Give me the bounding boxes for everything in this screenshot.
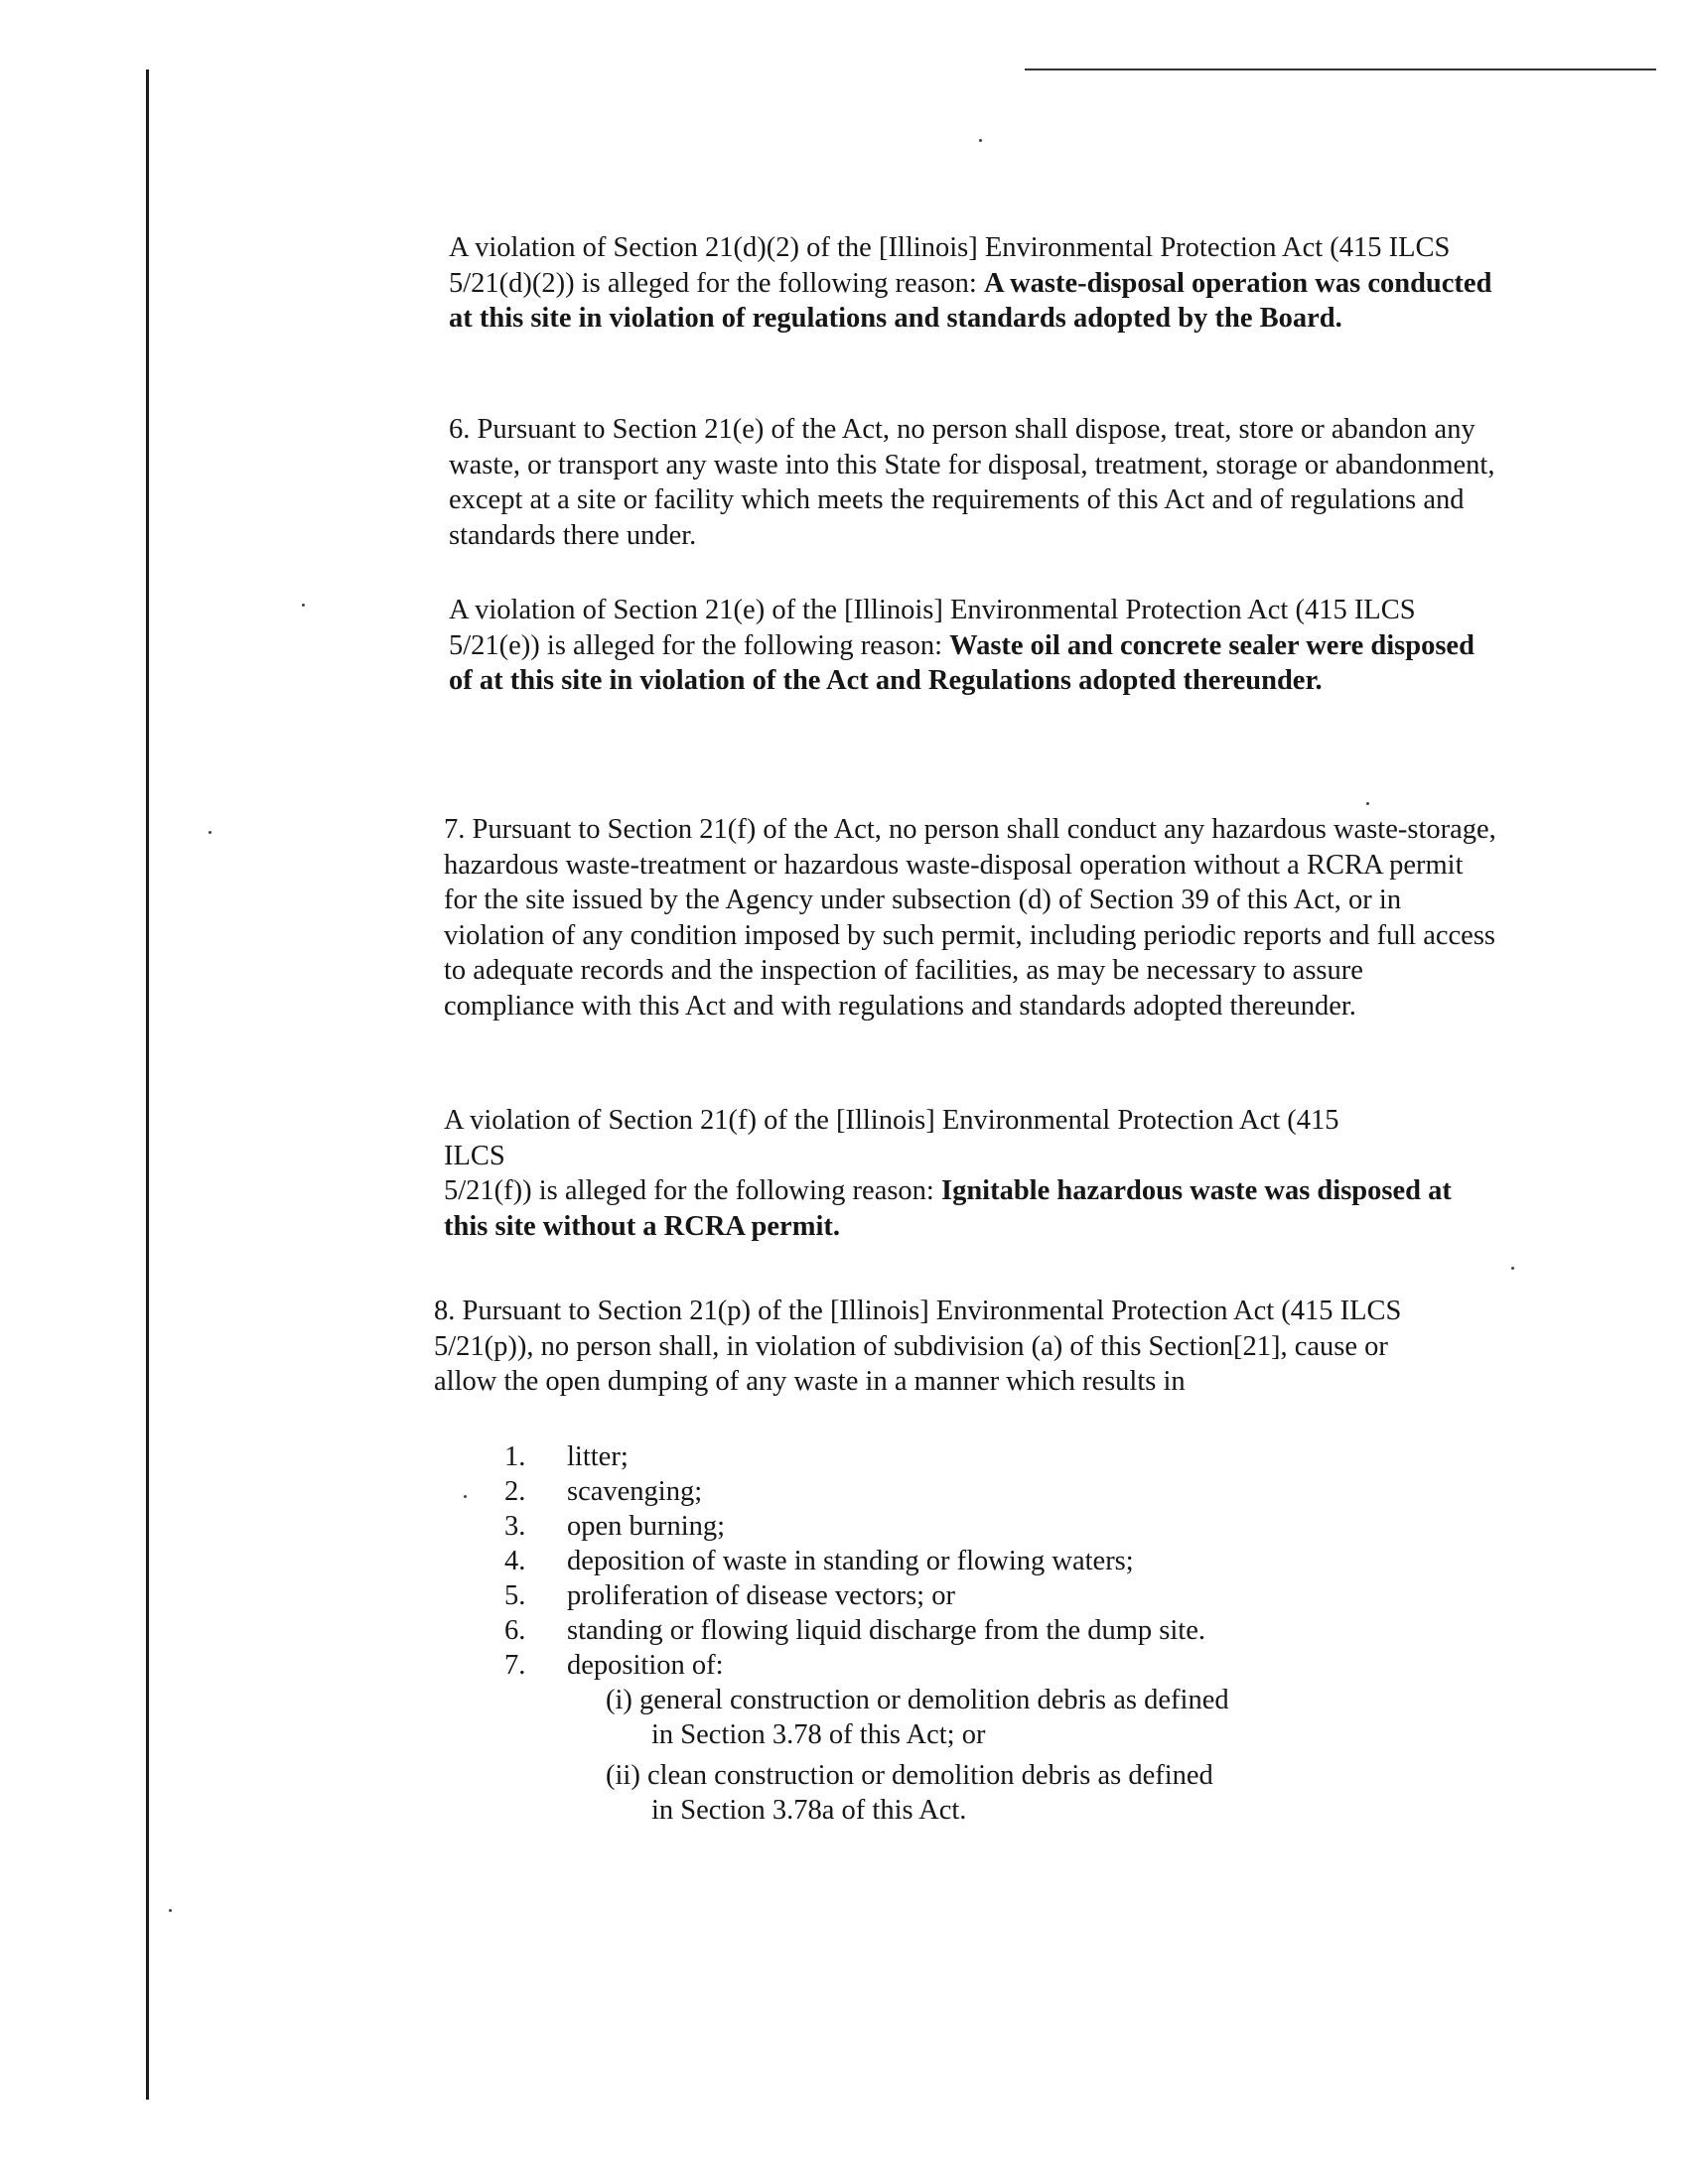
paragraph-section-21f [444,812,1496,1024]
paragraph-text: A violation of Section 21(d)(2) of the [Illinois] Environmental Protection Act (415 ILCS 5/21(d)(2)) is alleged for the following reason: [449,232,1451,299]
scan-speck [1366,802,1369,805]
list-item-text: standing or flowing liquid discharge from the dump site. [567,1615,1206,1646]
sub-item-line: in Section 3.78 of this Act; or [651,1719,986,1750]
list-item-number: 1. [504,1441,526,1472]
list-item-text: deposition of: [567,1650,724,1681]
paragraph-text: 8. Pursuant to Section 21(p) of the [Illinois] Environmental Protection Act (415 ILCS 5/21(p)), no person shall, in violation of subdivision (a) of this Section[21], cause or allow the open dumping of any waste in a manner which results in [434,1296,1402,1397]
paragraph-line: ILCS [444,1140,505,1171]
list-item-number: 2. [504,1476,526,1507]
paragraph-text: 6. Pursuant to Section 21(e) of the Act, no person shall dispose, treat, store or abandon any waste, or transport any waste into this State for disposal, treatment, storage or abandonment, except at a site or facility which meets the requirements of this Act and of regulations and standards there under. [449,414,1495,551]
sub-item-line: (i) general construction or demolition debris as defined [606,1685,1229,1715]
scan-speck [979,139,982,142]
paragraph-text: 7. Pursuant to Section 21(f) of the Act, no person shall conduct any hazardous waste-storage, hazardous waste-treatment or hazardous waste-disposal operation without a RCRA permit for the site issued by the Agency under subsection (d) of Section 39 of this Act, or in violation of any condition imposed by such permit, including periodic reports and full access to adequate records and the inspection of facilities, as may be necessary to assure compliance with this Act and with regulations and standards adopted thereunder. [444,814,1496,1022]
list-item-number: 6. [504,1615,526,1646]
left-margin-rule [146,69,149,2100]
top-header-rule [1025,68,1656,70]
paragraph-section-21e [449,412,1516,553]
list-item-text: litter; [567,1441,629,1472]
paragraph-line: A violation of Section 21(f) of the [Illinois] Environmental Protection Act (415 [444,1105,1339,1136]
paragraph-section-21p [434,1294,1452,1400]
list-item-text: open burning; [567,1511,726,1542]
paragraph-violation-21e [449,593,1491,699]
list-item-number: 4. [504,1546,526,1576]
scan-speck [169,1909,172,1912]
scan-speck [1511,1267,1514,1270]
paragraph-violation-21f [444,1103,1467,1244]
paragraph-text: 5/21(f)) is alleged for the following reason: [444,1175,941,1206]
list-item-number: 3. [504,1511,526,1542]
list-item-text: proliferation of disease vectors; or [567,1580,955,1611]
scan-speck [302,604,305,607]
list-item-number: 5. [504,1580,526,1611]
sub-list-item [606,1683,1229,1752]
paragraph-violation-21d2 [449,230,1511,337]
scan-speck [464,1495,467,1498]
sub-item-line: (ii) clean construction or demolition debris as defined [606,1760,1213,1791]
paragraph-bold-reason: Ignitable hazardous waste was disposed at this site without a RCRA permit. [444,1175,1452,1242]
sub-list-item [606,1758,1213,1828]
paragraph-bold-reason: A waste-disposal operation was conducted at this site in violation of regulations and standards adopted by the Board. [449,267,1492,334]
list-item-number: 7. [504,1650,526,1681]
scan-speck [209,831,211,834]
paragraph-bold-reason: Waste oil and concrete sealer were disposed of at this site in violation of the Act and Regulations adopted thereunder. [449,629,1474,696]
list-item-text: deposition of waste in standing or flowing waters; [567,1546,1134,1576]
list-item-text: scavenging; [567,1476,703,1507]
sub-item-line: in Section 3.78a of this Act. [651,1795,967,1826]
paragraph-text: A violation of Section 21(e) of the [Illinois] Environmental Protection Act (415 ILCS 5/21(e)) is alleged for the following reason: [449,595,1416,661]
